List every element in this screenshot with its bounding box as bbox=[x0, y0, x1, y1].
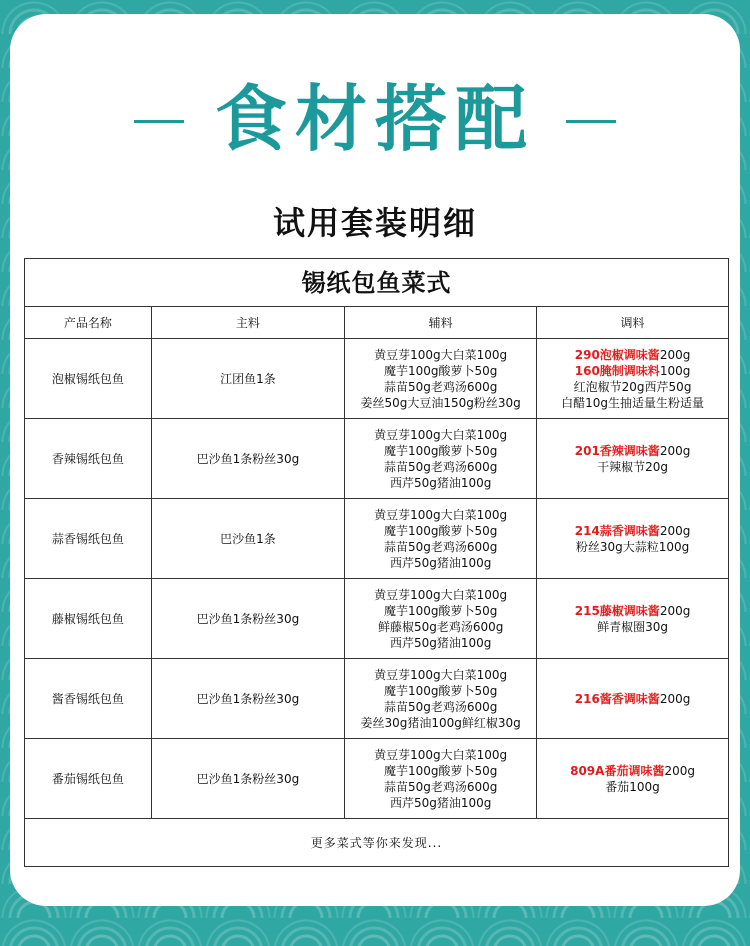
aux-ingredient-line: 姜丝50g大豆油150g粉丝30g bbox=[360, 395, 521, 410]
seasoning-text: 干辣椒节20g bbox=[597, 459, 668, 474]
dish-name-cell: 藤椒锡纸包鱼 bbox=[25, 579, 152, 659]
aux-ingredient-line: 西芹50g猪油100g bbox=[389, 555, 492, 570]
aux-ingredient-line: 黄豆芽100g大白菜100g bbox=[374, 587, 508, 602]
aux-ingredient-line: 蒜苗50g老鸡汤600g bbox=[383, 379, 498, 394]
seasoning-line bbox=[537, 523, 728, 539]
seasoning-text: 200g bbox=[659, 443, 691, 458]
aux-ingredient-line: 黄豆芽100g大白菜100g bbox=[374, 347, 508, 362]
seasoning-text: 白醋10g生抽适量生粉适量 bbox=[561, 395, 704, 410]
seasoning-line bbox=[537, 443, 728, 459]
table-title-row bbox=[25, 259, 729, 307]
aux-ingredient-cell bbox=[345, 339, 537, 419]
content-card bbox=[10, 14, 740, 906]
aux-ingredient-line: 魔芋100g酸萝卜50g bbox=[383, 683, 498, 698]
page-subtitle: 试用套装明细 bbox=[272, 204, 477, 242]
seasoning-text: 粉丝30g大蒜粒100g bbox=[575, 539, 690, 554]
main-ingredient-cell: 巴沙鱼1条粉丝30g bbox=[151, 739, 345, 819]
seasoning-line bbox=[537, 347, 728, 363]
aux-ingredient-line: 魔芋100g酸萝卜50g bbox=[383, 763, 498, 778]
seasoning-line bbox=[537, 459, 728, 475]
seasoning-sauce-highlight: 216酱香调味酱 bbox=[574, 691, 660, 706]
aux-ingredient-cell bbox=[345, 659, 537, 739]
seasoning-line bbox=[537, 619, 728, 635]
main-ingredient-cell: 江团鱼1条 bbox=[151, 339, 345, 419]
table-row bbox=[25, 579, 729, 659]
table-row bbox=[25, 739, 729, 819]
aux-ingredient-cell bbox=[345, 739, 537, 819]
aux-ingredient-cell bbox=[345, 579, 537, 659]
dish-name-cell: 香辣锡纸包鱼 bbox=[25, 419, 152, 499]
seasoning-cell bbox=[537, 339, 729, 419]
aux-ingredient-line: 姜丝30g猪油100g鲜红椒30g bbox=[360, 715, 521, 730]
aux-ingredient-line: 魔芋100g酸萝卜50g bbox=[383, 523, 498, 538]
aux-ingredient-line: 魔芋100g酸萝卜50g bbox=[383, 443, 498, 458]
seasoning-sauce-highlight: 809A番茄调味酱 bbox=[570, 763, 665, 778]
seasoning-text: 100g bbox=[659, 363, 691, 378]
table-row bbox=[25, 339, 729, 419]
dish-name-cell: 番茄锡纸包鱼 bbox=[25, 739, 152, 819]
column-header-main: 主料 bbox=[151, 307, 345, 339]
table-title: 锡纸包鱼菜式 bbox=[25, 259, 729, 307]
seasoning-text: 200g bbox=[659, 347, 691, 362]
aux-ingredient-cell bbox=[345, 499, 537, 579]
seasoning-line bbox=[537, 763, 728, 779]
seasoning-text: 红泡椒节20g西芹50g bbox=[573, 379, 692, 394]
aux-ingredient-line: 鲜藤椒50g老鸡汤600g bbox=[377, 619, 504, 634]
seasoning-line bbox=[537, 395, 728, 411]
aux-ingredient-line: 黄豆芽100g大白菜100g bbox=[374, 747, 508, 762]
table-row bbox=[25, 659, 729, 739]
seasoning-text: 番茄100g bbox=[605, 779, 660, 794]
main-ingredient-cell: 巴沙鱼1条粉丝30g bbox=[151, 659, 345, 739]
main-ingredient-cell: 巴沙鱼1条粉丝30g bbox=[151, 419, 345, 499]
column-header-name: 产品名称 bbox=[25, 307, 152, 339]
aux-ingredient-line: 魔芋100g酸萝卜50g bbox=[383, 603, 498, 618]
seasoning-text: 200g bbox=[664, 763, 695, 778]
title-dash-right bbox=[566, 120, 616, 123]
seasoning-cell bbox=[537, 579, 729, 659]
column-header-seasoning: 调料 bbox=[537, 307, 729, 339]
aux-ingredient-line: 西芹50g猪油100g bbox=[389, 475, 492, 490]
seasoning-line bbox=[537, 363, 728, 379]
aux-ingredient-line: 蒜苗50g老鸡汤600g bbox=[383, 699, 498, 714]
aux-ingredient-line: 西芹50g猪油100g bbox=[389, 795, 492, 810]
menu-table bbox=[24, 258, 729, 867]
seasoning-line bbox=[537, 779, 728, 795]
seasoning-line bbox=[537, 603, 728, 619]
seasoning-line bbox=[537, 379, 728, 395]
table-row bbox=[25, 419, 729, 499]
seasoning-line bbox=[537, 539, 728, 555]
dish-name-cell: 酱香锡纸包鱼 bbox=[25, 659, 152, 739]
page-title: 食材搭配 bbox=[214, 76, 535, 161]
seasoning-sauce-highlight: 215藤椒调味酱 bbox=[574, 603, 660, 618]
aux-ingredient-line: 黄豆芽100g大白菜100g bbox=[374, 507, 508, 522]
column-header-aux: 辅料 bbox=[345, 307, 537, 339]
dish-name-cell: 蒜香锡纸包鱼 bbox=[25, 499, 152, 579]
aux-ingredient-line: 蒜苗50g老鸡汤600g bbox=[383, 539, 498, 554]
seasoning-text: 200g bbox=[659, 603, 691, 618]
seasoning-text: 200g bbox=[659, 523, 691, 538]
seasoning-cell bbox=[537, 659, 729, 739]
table-footer-row bbox=[25, 819, 729, 867]
seasoning-sauce-highlight: 290泡椒调味酱 bbox=[574, 347, 660, 362]
aux-ingredient-cell bbox=[345, 419, 537, 499]
seasoning-sauce-highlight: 160腌制调味料 bbox=[574, 363, 660, 378]
seasoning-text: 鲜青椒圈30g bbox=[597, 619, 668, 634]
seasoning-sauce-highlight: 214蒜香调味酱 bbox=[574, 523, 660, 538]
aux-ingredient-line: 魔芋100g酸萝卜50g bbox=[383, 363, 498, 378]
aux-ingredient-line: 蒜苗50g老鸡汤600g bbox=[383, 459, 498, 474]
aux-ingredient-line: 黄豆芽100g大白菜100g bbox=[374, 427, 508, 442]
more-dishes-note: 更多菜式等你来发现... bbox=[25, 819, 729, 867]
main-ingredient-cell: 巴沙鱼1条粉丝30g bbox=[151, 579, 345, 659]
seasoning-cell bbox=[537, 499, 729, 579]
seasoning-line bbox=[537, 691, 728, 707]
seasoning-cell bbox=[537, 419, 729, 499]
aux-ingredient-line: 黄豆芽100g大白菜100g bbox=[374, 667, 508, 682]
table-row bbox=[25, 499, 729, 579]
aux-ingredient-line: 蒜苗50g老鸡汤600g bbox=[383, 779, 498, 794]
main-ingredient-cell: 巴沙鱼1条 bbox=[151, 499, 345, 579]
dish-name-cell: 泡椒锡纸包鱼 bbox=[25, 339, 152, 419]
seasoning-sauce-highlight: 201香辣调味酱 bbox=[574, 443, 660, 458]
seasoning-text: 200g bbox=[659, 691, 691, 706]
seasoning-cell bbox=[537, 739, 729, 819]
aux-ingredient-line: 西芹50g猪油100g bbox=[389, 635, 492, 650]
table-header-row bbox=[25, 307, 729, 339]
